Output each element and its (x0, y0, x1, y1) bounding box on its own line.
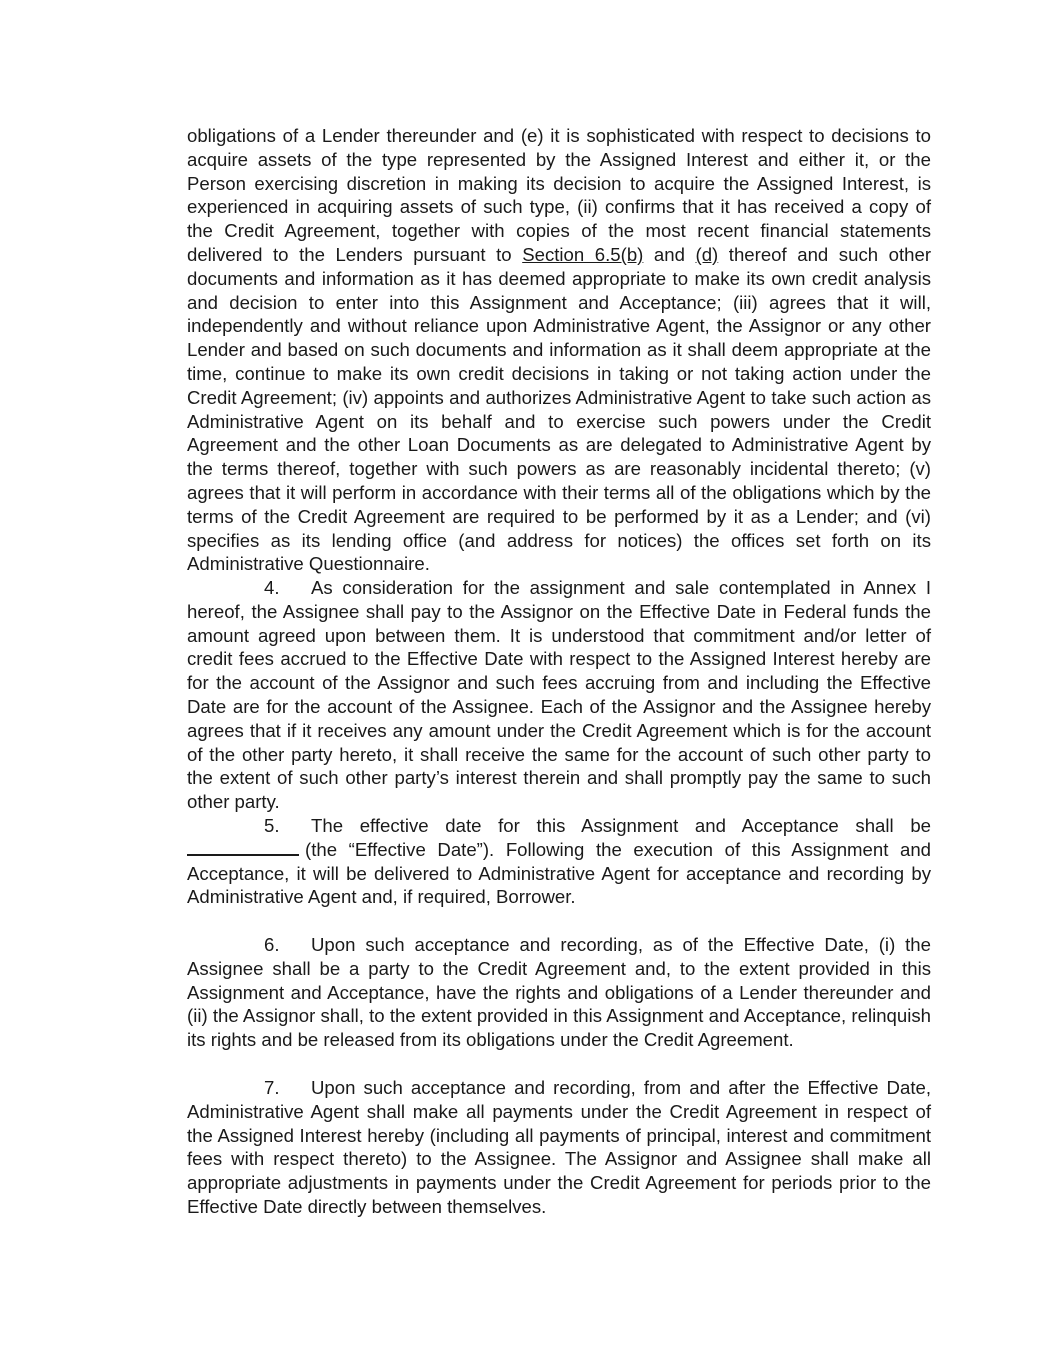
para7-number: 7. (264, 1077, 280, 1098)
section-ref-d: (d) (695, 243, 719, 265)
para5-text-a: The effective date for this Assignment and Acceptance shall be (311, 815, 931, 836)
para4-text: As consideration for the assignment and sale contemplated in Annex I hereof, the Assignee shall pay to the Assignor on the Effective Date in Federal funds the amount agreed upon between them. It is understood that commitment and/or letter of credit fees accrued to the Effective Date with respect to the Assigned Interest hereby are for the account of the Assignor and such fees accruing from and including the Effective Date are for the account of the Assignee. Each of the Assignor and the Assignee hereby agrees that if it receives any amount under the Credit Agreement which is for the account of the other party hereto, it shall receive the same for the account of such other party to the extent of such other party’s interest therein and shall promptly pay the same to such other party. (187, 577, 931, 813)
para6-text: Upon such acceptance and recording, as of the Effective Date, (i) the Assignee shall be a party to the Credit Agreement and, to the extent provided in this Assignment and Acceptance, have the rights and obligations of a Lender thereunder and (ii) the Assignor shall, to the extent provided in this Assignment and Acceptance, relinquish its rights and be released from its obligations under the Credit Agreement. (187, 934, 931, 1051)
paragraph-7 (187, 1076, 931, 1219)
paragraph-3-continuation (187, 124, 931, 576)
paragraph-5 (187, 814, 931, 909)
para4-number: 4. (264, 577, 280, 598)
para3-text-a: obligations of a Lender thereunder and (e) it is sophisticated with respect to decisions to acquire assets of the type represented by the Assigned Interest and either it, or the Person exercising discretion in making its decision to acquire the Assigned Interest, is experienced in acquiring assets of such type, (ii) confirms that it has received a copy of the Credit Agreement, together with copies of the most recent financial statements delivered to the Lenders pursuant to (187, 125, 931, 265)
para6-number: 6. (264, 934, 280, 955)
effective-date-blank-line (187, 838, 299, 856)
paragraph-4 (187, 576, 931, 814)
para5-number: 5. (264, 815, 280, 836)
para3-text-b: and (643, 243, 696, 265)
paragraph-6 (187, 933, 931, 1052)
para3-text-c: thereof and such other documents and information as it has deemed appropriate to make its own credit analysis and decision to enter into this Assignment and Acceptance; (iii) agrees that it will, independently and without reliance upon Administrative Agent, the Assignor or any other Lender and based on such documents and information as it shall deem appropriate at the time, continue to make its own credit decisions in taking or not taking action under the Credit Agreement; (iv) appoints and authorizes Administrative Agent to take such action as Administrative Agent on its behalf and to exercise such powers under the Credit Agreement and the other Loan Documents as are delegated to Administrative Agent by the terms thereof, together with such powers as are reasonably incidental thereto; (v) agrees that it will perform in accordance with their terms all of the obligations which by the terms of the Credit Agreement are required to be performed by it as a Lender; and (vi) specifies as its lending office (and address for notices) the offices set forth on its Administrative Questionnaire. (187, 243, 932, 575)
section-ref-6-5-b: Section 6.5(b) (522, 243, 644, 265)
para7-text: Upon such acceptance and recording, from and after the Effective Date, Administrative Agent shall make all payments under the Credit Agreement in respect of the Assigned Interest hereby (including all payments of principal, interest and commitment fees with respect thereto) to the Assignee. The Assignor and Assignee shall make all appropriate adjustments in payments under the Credit Agreement for periods prior to the Effective Date directly between themselves. (187, 1077, 931, 1217)
para5-text-b: (the “Effective Date”). Following the execution of this Assignment and Acceptance, it will be delivered to Administrative Agent for acceptance and recording by Administrative Agent and, if required, Borrower. (187, 838, 931, 908)
